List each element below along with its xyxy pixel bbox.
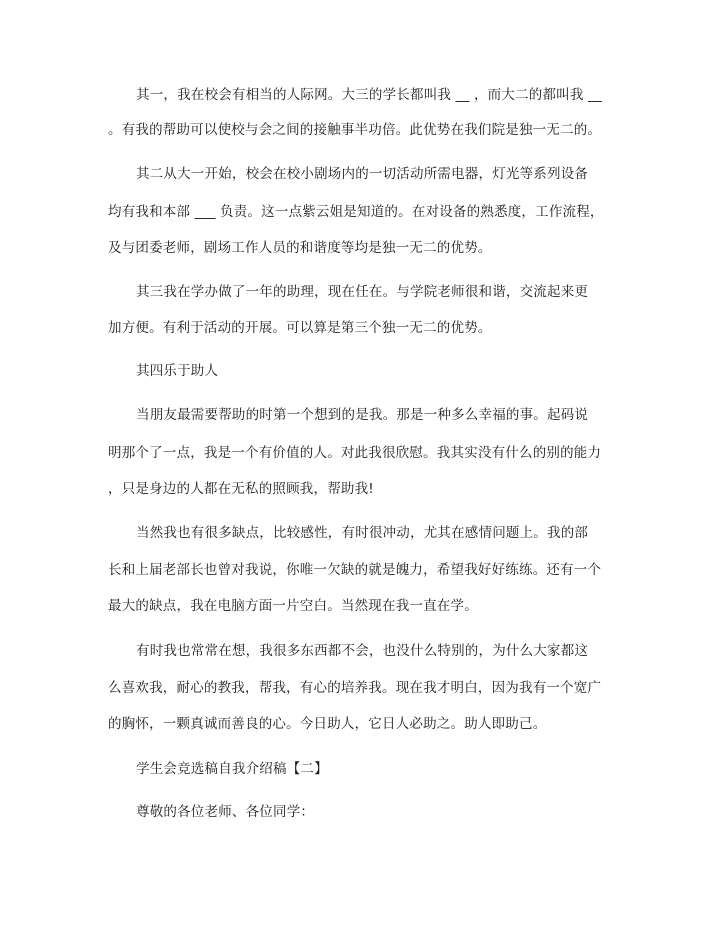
paragraph-line: 其一，我在校会有相当的人际网。大三的学长都叫我 __ ，而大二的都叫我 __ (136, 87, 602, 103)
salutation: 尊敬的各位老师、各位同学： (136, 804, 315, 820)
paragraph-line: 及与团委老师，剧场工作人员的和谐度等均是独一无二的优势。 (108, 240, 492, 256)
paragraph-line: 长和上届老部长也曾对我说，你唯一欠缺的就是魄力，希望我好好练练。还有一个 (108, 562, 602, 578)
paragraph-line: 么喜欢我，耐心的教我，帮我，有心的培养我。现在我才明白，因为我有一个宽广 (108, 680, 602, 696)
paragraph-line: 加方便。有利于活动的开展。可以算是第三个独一无二的优势。 (108, 320, 492, 336)
paragraph-line: 其二从大一开始，校会在校小剧场内的一切活动所需电器，灯光等系列设备 (136, 166, 589, 182)
paragraph-line: ，只是身边的人都在无私的照顾我，帮助我! (108, 481, 374, 497)
section-title: 学生会竞选稿自我介绍稿【二】 (136, 761, 328, 777)
paragraph-line: 其三我在学办做了一年的助理，现在任在。与学院老师很和谐，交流起来更 (136, 284, 589, 300)
section-heading: 其四乐于助人 (136, 363, 219, 379)
paragraph-line: 有时我也常常在想，我很多东西都不会，也没什么特别的，为什么大家都这 (136, 643, 589, 659)
paragraph-line: 的胸怀，一颗真诚而善良的心。今日助人，它日人必助之。助人即助己。 (108, 716, 547, 732)
paragraph-line: 均有我和本部 ___ 负责。这一点紫云姐是知道的。在对设备的熟悉度，工作流程， (108, 204, 604, 220)
paragraph-line: 明那个了一点，我是一个有价值的人。对此我很欣慰。我其实没有什么的别的能力 (108, 445, 602, 461)
paragraph-line: 最大的缺点，我在电脑方面一片空白。当然现在我一直在学。 (108, 598, 478, 614)
paragraph-line: 当朋友最需要帮助的时第一个想到的是我。那是一种多么幸福的事。起码说 (136, 407, 589, 423)
paragraph-line: 。有我的帮助可以使校与会之间的接触事半功倍。此优势在我们院是独一无二的。 (108, 122, 602, 138)
paragraph-line: 当然我也有很多缺点，比较感性，有时很冲动，尤其在感情问题上。我的部 (136, 525, 589, 541)
